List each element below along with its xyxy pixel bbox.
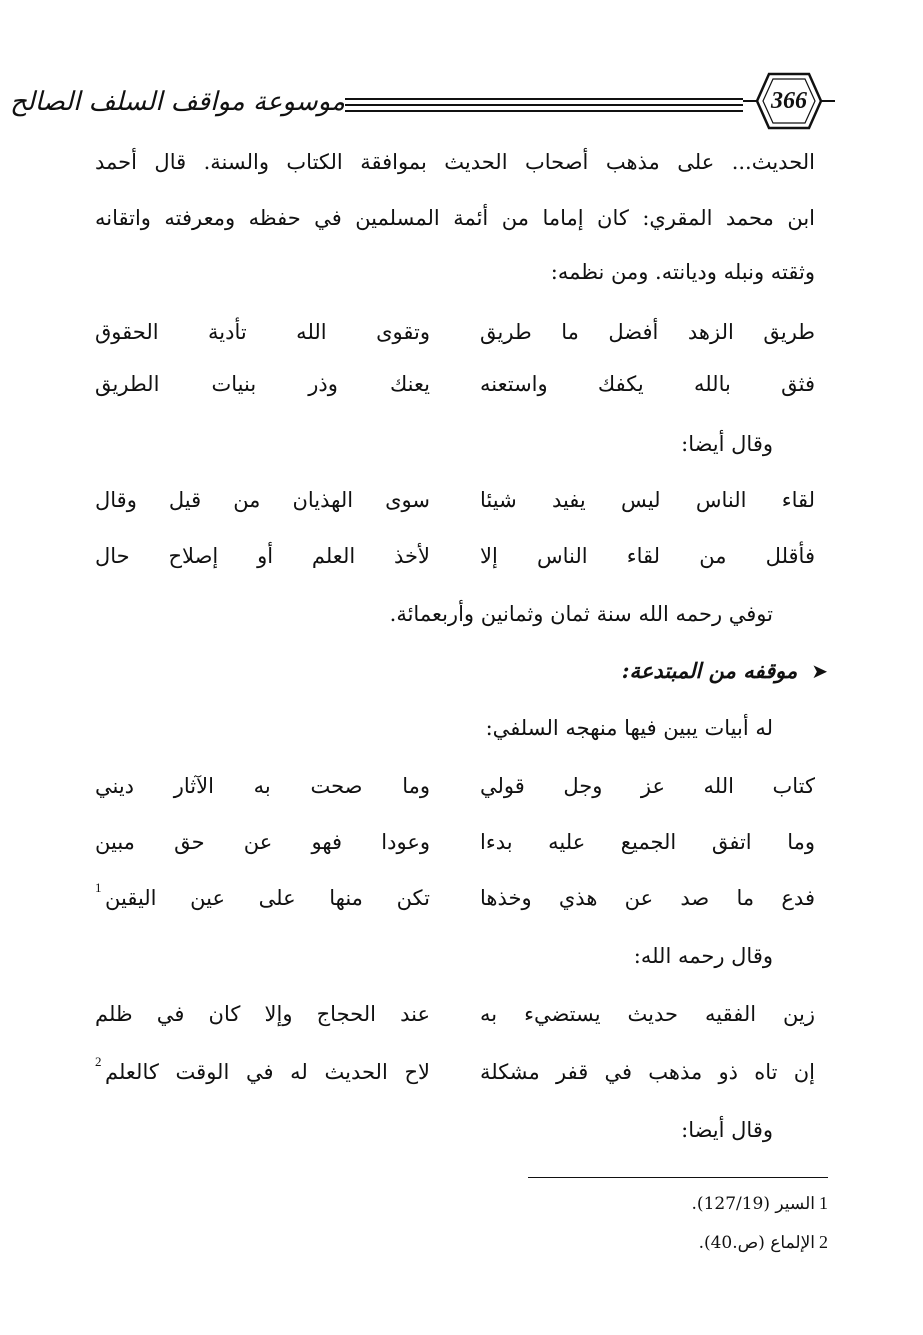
page-header [10, 70, 835, 132]
verse-second-hemistich: سوى الهذيان من قيل وقال [95, 488, 430, 512]
footnote-number: 2 [819, 1232, 828, 1252]
header-rule [345, 110, 743, 112]
poem-verse [95, 830, 815, 870]
verse-second-hemistich: تكن منها على عين اليقين [105, 886, 430, 910]
poem-verse [95, 1002, 815, 1042]
footnote-text: الإلماع (ص.40). [698, 1233, 815, 1253]
verse-second-hemistich: لأخذ العلم أو إصلاح حال [95, 544, 430, 568]
poem-verse [95, 880, 815, 926]
footnote-marker: 1 [95, 880, 102, 895]
verse-second-hemistich: وتقوى الله تأدية الحقوق [95, 320, 430, 344]
verse-first-hemistich: فدع ما صد عن هذي وخذها [480, 886, 815, 910]
verse-first-hemistich: طريق الزهد أفضل ما طريق [480, 320, 815, 344]
verse-first-hemistich: كتاب الله عز وجل قولي [480, 774, 815, 798]
poem-verse [95, 544, 815, 584]
footnote-number: 1 [819, 1193, 828, 1213]
verse-second-hemistich: عند الحجاج وإلا كان في ظلم [95, 1002, 430, 1026]
verse-first-hemistich: زين الفقيه حديث يستضيء به [480, 1002, 815, 1026]
paragraph-line: وثقته ونبله وديانته. ومن نظمه: [550, 260, 815, 284]
poem-verse [95, 774, 815, 814]
verse-second-hemistich: يعنك وذر بنيات الطريق [95, 372, 430, 396]
verse-first-hemistich: فثق بالله يكفك واستعنه [480, 372, 815, 396]
header-rule [345, 98, 743, 100]
verse-first-hemistich: فأقلل من لقاء الناس إلا [480, 544, 815, 568]
death-note: توفي رحمه الله سنة ثمان وثمانين وأربعمائة. [389, 602, 773, 626]
verse-first-hemistich: إن تاه ذو مذهب في قفر مشكلة [480, 1060, 815, 1084]
header-rule [345, 104, 743, 106]
poem-verse [95, 372, 815, 412]
verse-first-hemistich: وما اتفق الجميع عليه بدءا [480, 830, 815, 854]
paragraph-line: الحديث... على مذهب أصحاب الحديث بموافقة الكتاب والسنة. قال أحمد [95, 150, 815, 174]
said-rahimahu-line: وقال رحمه الله: [633, 944, 773, 968]
poem-verse [95, 320, 815, 360]
said-also-line: وقال أيضا: [681, 432, 773, 456]
section-heading [622, 658, 828, 683]
page-number: 366 [771, 88, 807, 114]
verse-first-hemistich: لقاء الناس ليس يفيد شيئا [480, 488, 815, 512]
footnote [328, 1232, 828, 1253]
poem-verse [95, 1054, 815, 1100]
verse-second-hemistich: وما صحت به الآثار ديني [95, 774, 430, 798]
paragraph-line: ابن محمد المقري: كان إماما من أئمة المسلمين في حفظه ومعرفته واتقانه [95, 206, 815, 230]
footnote [328, 1193, 828, 1214]
verse-second-hemistich: وعودا فهو عن حق مبين [95, 830, 430, 854]
footnote-separator [528, 1177, 828, 1178]
arrow-left-icon: ➤ [811, 659, 828, 683]
footnote-text: السير (127/19). [691, 1194, 815, 1214]
section-title: موقفه من المبتدعة: [621, 658, 798, 683]
said-also-line: وقال أيضا: [681, 1118, 773, 1142]
book-title: موسوعة مواقف السلف الصالح [10, 87, 345, 117]
intro-line: له أبيات يبين فيها منهجه السلفي: [485, 716, 773, 740]
verse-second-hemistich: لاح الحديث له في الوقت كالعلم [105, 1060, 430, 1084]
footnote-marker: 2 [95, 1054, 102, 1069]
poem-verse [95, 488, 815, 528]
page-number-badge [743, 70, 835, 132]
